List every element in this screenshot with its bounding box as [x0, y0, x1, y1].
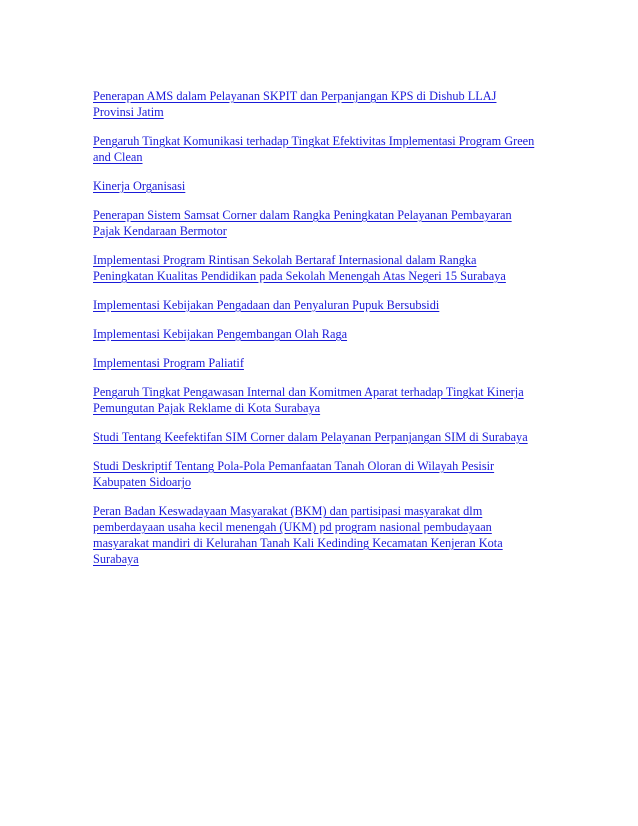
- document-link[interactable]: [93, 207, 563, 239]
- link-line: Kinerja Organisasi: [93, 179, 186, 193]
- document-link[interactable]: [93, 429, 563, 445]
- document-link[interactable]: [93, 384, 563, 416]
- link-line: Penerapan AMS dalam Pelayanan SKPIT dan Perpanjangan KPS di Dishub LLAJ: [93, 89, 497, 103]
- list-item: [93, 384, 563, 416]
- document-link[interactable]: [93, 133, 563, 165]
- link-line: Pengaruh Tingkat Pengawasan Internal dan Komitmen Aparat terhadap Tingkat Kinerja: [93, 385, 524, 399]
- link-line: Peran Badan Keswadayaan Masyarakat (BKM) dan partisipasi masyarakat dlm: [93, 504, 483, 518]
- document-page: [93, 88, 563, 580]
- link-line: masyarakat mandiri di Kelurahan Tanah Kali Kedinding Kecamatan Kenjeran Kota: [93, 536, 503, 550]
- link-line: Implementasi Kebijakan Pengadaan dan Penyaluran Pupuk Bersubsidi: [93, 298, 440, 312]
- link-line: Penerapan Sistem Samsat Corner dalam Rangka Peningkatan Pelayanan Pembayaran: [93, 208, 512, 222]
- link-line: Studi Tentang Keefektifan SIM Corner dalam Pelayanan Perpanjangan SIM di Surabaya: [93, 430, 528, 444]
- list-item: [93, 355, 563, 371]
- document-link[interactable]: [93, 503, 563, 567]
- link-line: Pemungutan Pajak Reklame di Kota Surabaya: [93, 401, 321, 415]
- link-line: Pajak Kendaraan Bermotor: [93, 224, 227, 238]
- list-item: [93, 458, 563, 490]
- list-item: [93, 503, 563, 567]
- list-item: [93, 326, 563, 342]
- document-link[interactable]: [93, 355, 563, 371]
- link-line: Implementasi Program Rintisan Sekolah Bertaraf Internasional dalam Rangka: [93, 253, 477, 267]
- link-line: Implementasi Kebijakan Pengembangan Olah Raga: [93, 327, 348, 341]
- list-item: [93, 429, 563, 445]
- link-line: Kabupaten Sidoarjo: [93, 475, 192, 489]
- document-link[interactable]: [93, 326, 563, 342]
- document-link[interactable]: [93, 458, 563, 490]
- document-link[interactable]: [93, 178, 563, 194]
- link-line: Provinsi Jatim: [93, 105, 164, 119]
- link-line: Implementasi Program Paliatif: [93, 356, 244, 370]
- list-item: [93, 207, 563, 239]
- link-line: Studi Deskriptif Tentang Pola-Pola Pemanfaatan Tanah Oloran di Wilayah Pesisir: [93, 459, 495, 473]
- document-link[interactable]: [93, 297, 563, 313]
- list-item: [93, 252, 563, 284]
- list-item: [93, 133, 563, 165]
- list-item: [93, 297, 563, 313]
- link-line: pemberdayaan usaha kecil menengah (UKM) pd program nasional pembudayaan: [93, 520, 492, 534]
- list-item: [93, 88, 563, 120]
- link-line: Peningkatan Kualitas Pendidikan pada Sekolah Menengah Atas Negeri 15 Surabaya: [93, 269, 506, 283]
- link-line: Pengaruh Tingkat Komunikasi terhadap Tingkat Efektivitas Implementasi Program Green: [93, 134, 535, 148]
- document-link[interactable]: [93, 252, 563, 284]
- link-line: and Clean: [93, 150, 143, 164]
- link-line: Surabaya: [93, 552, 139, 566]
- list-item: [93, 178, 563, 194]
- document-link[interactable]: [93, 88, 563, 120]
